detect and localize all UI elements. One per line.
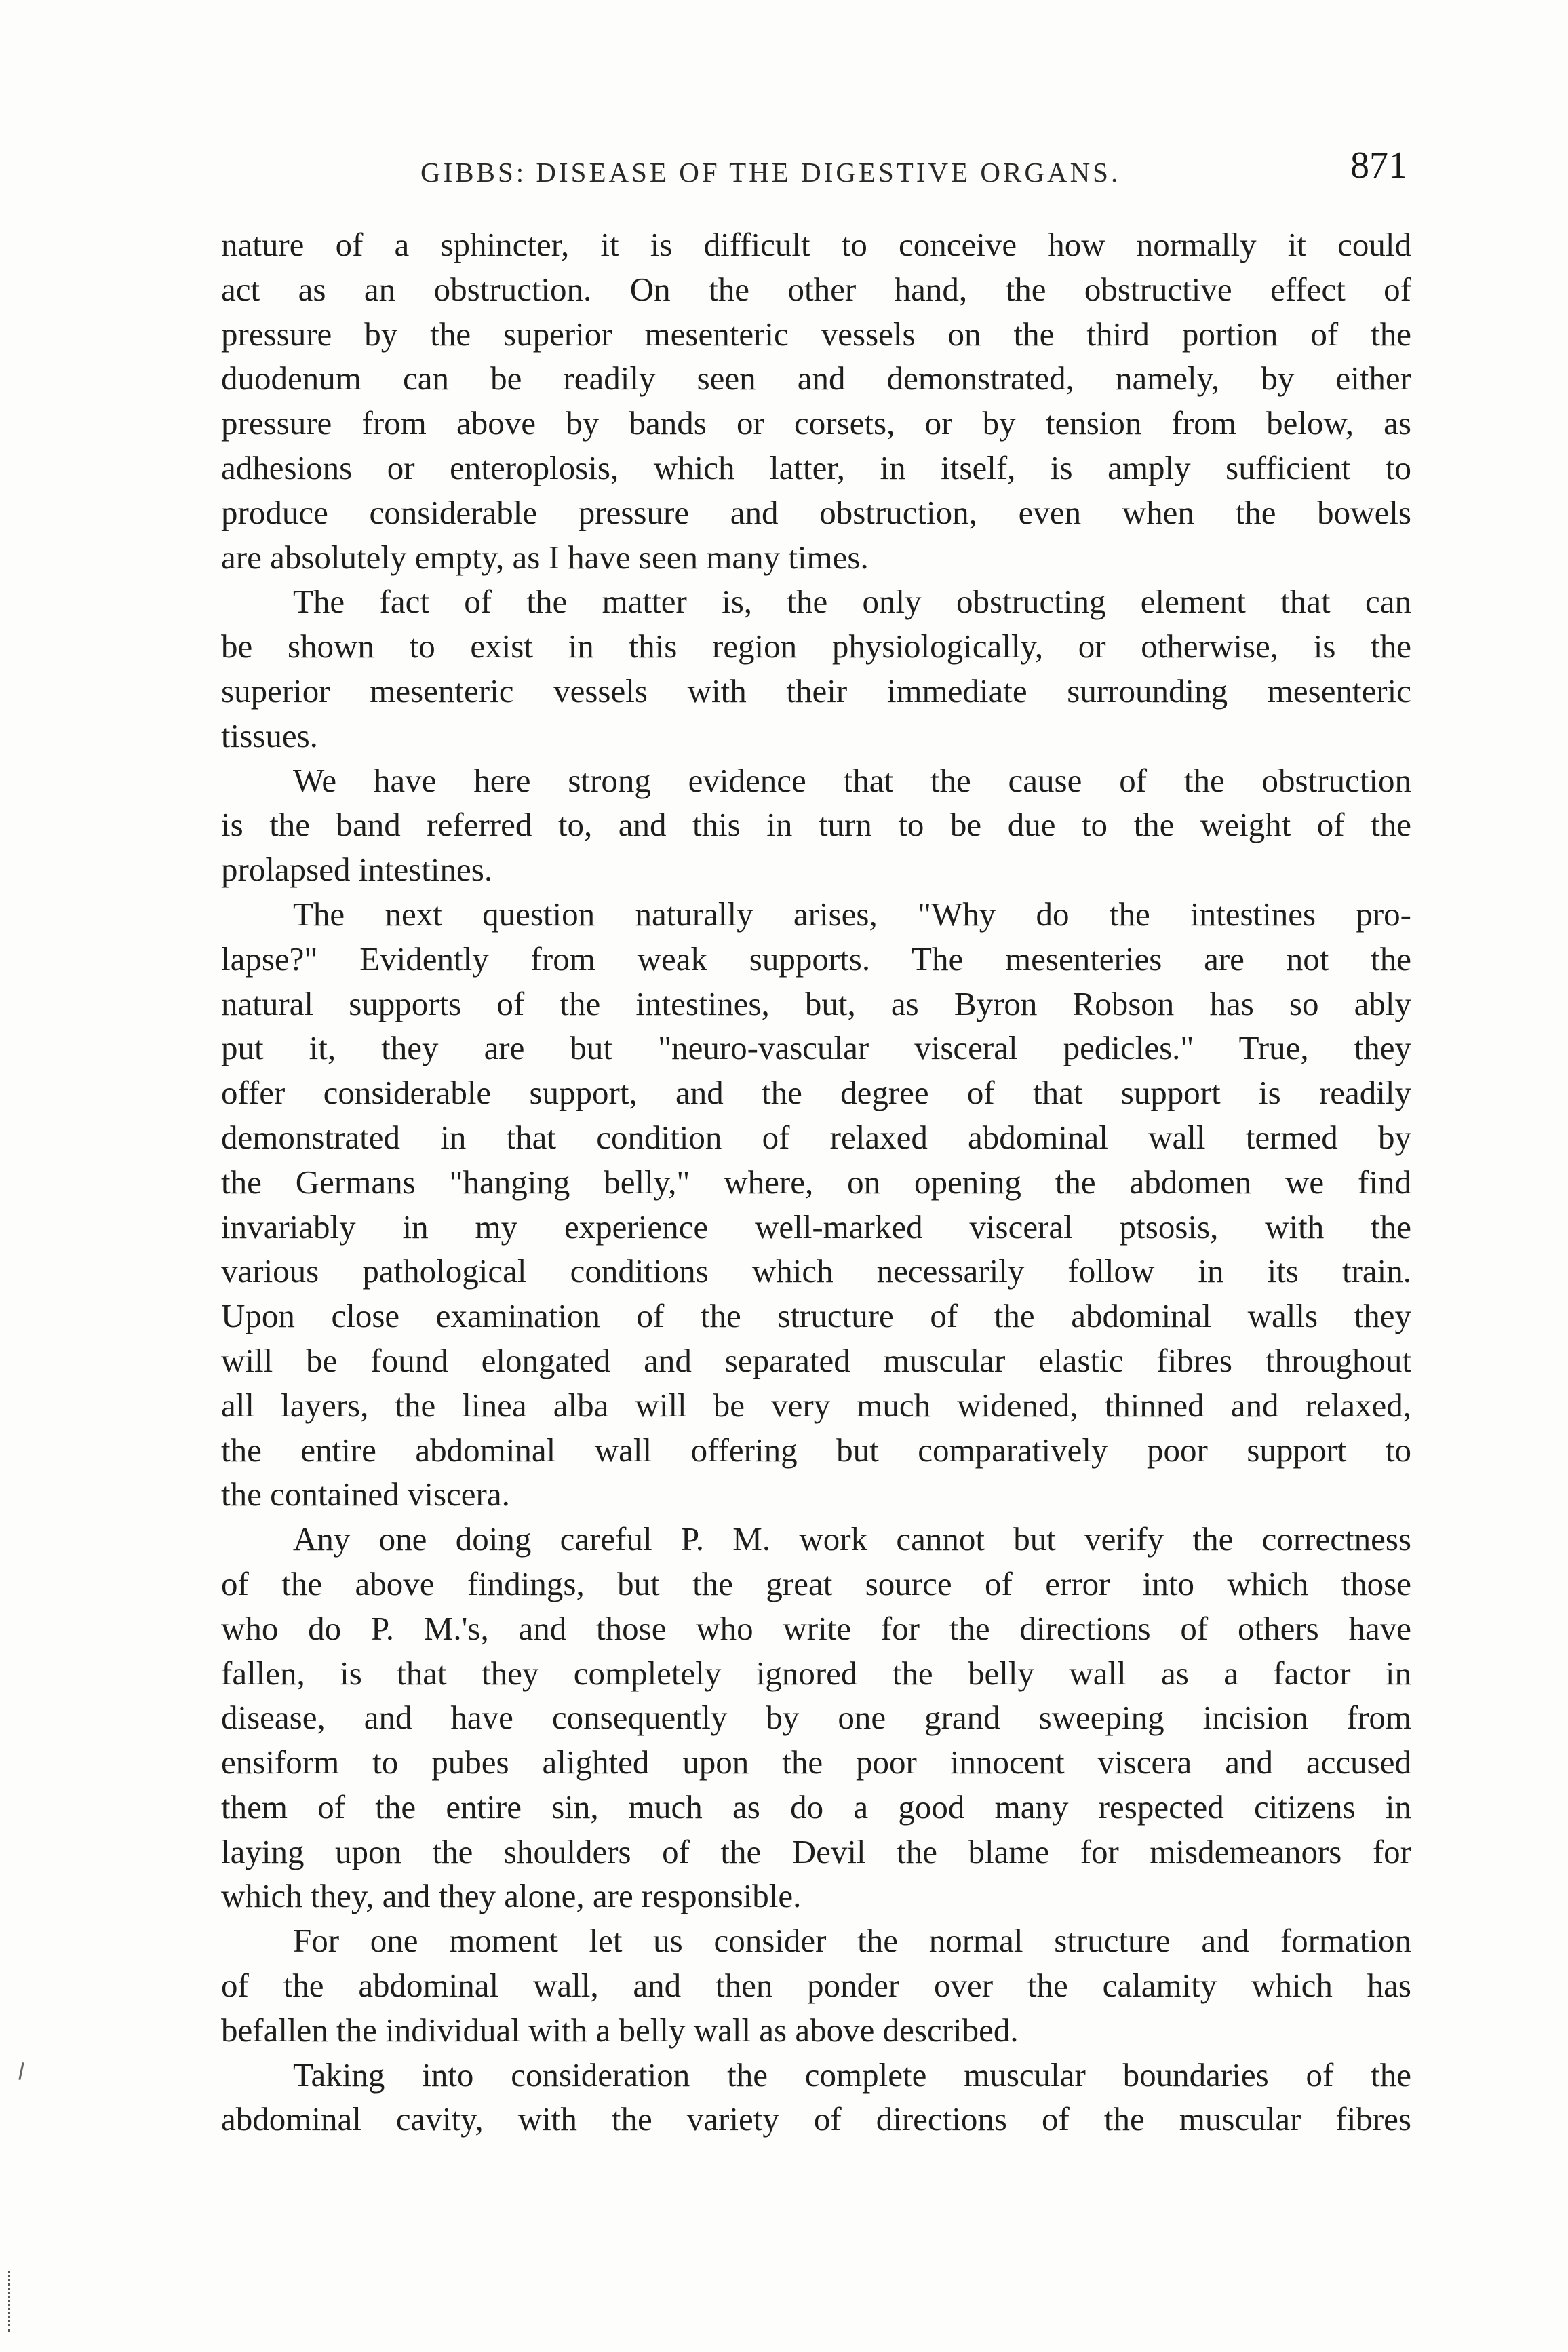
text-line: Taking into consideration the complete muscular boundaries of the bbox=[293, 2056, 1411, 2094]
stray-ink-mark bbox=[18, 2062, 24, 2080]
text-line: duodenum can be readily seen and demonstrated, namely, by either bbox=[221, 360, 1411, 398]
text-line: put it, they are but "neuro-vascular visceral pedicles." True, they bbox=[221, 1029, 1411, 1067]
text-line: various pathological conditions which necessarily follow in its train. bbox=[221, 1252, 1411, 1290]
paragraph bbox=[221, 2053, 1411, 2142]
text-line: them of the entire sin, much as do a good many respected citizens in bbox=[221, 1788, 1411, 1826]
text-line: Any one doing careful P. M. work cannot but verify the correctness bbox=[293, 1520, 1411, 1558]
text-line: will be found elongated and separated muscular elastic fibres throughout bbox=[221, 1341, 1411, 1379]
text-line: abdominal cavity, with the variety of directions of the muscular fibres bbox=[221, 2100, 1411, 2138]
text-line: The next question naturally arises, "Why do the intestines pro- bbox=[293, 895, 1411, 933]
text-line: natural supports of the intestines, but, as Byron Robson has so ably bbox=[221, 984, 1411, 1022]
paragraph bbox=[221, 758, 1411, 892]
text-line: the Germans "hanging belly," where, on opening the abdomen we find bbox=[221, 1163, 1411, 1201]
text-line: superior mesenteric vessels with their immediate surrounding mesenteric bbox=[221, 672, 1411, 710]
text-line: produce considerable pressure and obstruction, even when the bowels bbox=[221, 493, 1411, 531]
text-line: all layers, the linea alba will be very much widened, thinned and relaxed, bbox=[221, 1386, 1411, 1424]
page-number: 871 bbox=[1350, 144, 1407, 187]
text-line: Upon close examination of the structure of the abdominal walls they bbox=[221, 1297, 1411, 1335]
text-line: The fact of the matter is, the only obstructing element that can bbox=[293, 583, 1411, 621]
text-line: of the above findings, but the great source of error into which those bbox=[221, 1564, 1411, 1602]
text-line: prolapsed intestines. bbox=[221, 851, 493, 889]
text-line: tissues. bbox=[221, 716, 318, 754]
text-line: offer considerable support, and the degree of that support is readily bbox=[221, 1074, 1411, 1112]
paragraph bbox=[221, 223, 1411, 579]
text-line: the entire abdominal wall offering but comparatively poor support to bbox=[221, 1431, 1411, 1469]
text-line: the contained viscera. bbox=[221, 1476, 510, 1514]
paragraph bbox=[221, 579, 1411, 758]
text-line: nature of a sphincter, it is difficult to conceive how normally it could bbox=[221, 226, 1411, 263]
running-title: GIBBS: DISEASE OF THE DIGESTIVE ORGANS. bbox=[420, 157, 1121, 188]
text-line: ensiform to pubes alighted upon the poor innocent viscera and accused bbox=[221, 1743, 1411, 1781]
text-line: of the abdominal wall, and then ponder over the calamity which has bbox=[221, 1967, 1411, 2005]
binding-edge-mark bbox=[8, 2271, 14, 2332]
text-line: disease, and have consequently by one grand sweeping incision from bbox=[221, 1699, 1411, 1737]
text-line: who do P. M.'s, and those who write for the directions of others have bbox=[221, 1609, 1411, 1647]
text-line: lapse?" Evidently from weak supports. The mesenteries are not the bbox=[221, 940, 1411, 978]
body-text bbox=[221, 223, 1411, 2142]
text-line: For one moment let us consider the normal structure and formation bbox=[293, 1922, 1411, 1960]
text-line: are absolutely empty, as I have seen many times. bbox=[221, 538, 869, 576]
text-line: pressure from above by bands or corsets, or by tension from below, as bbox=[221, 404, 1411, 442]
text-line: is the band referred to, and this in turn to be due to the weight of the bbox=[221, 806, 1411, 844]
text-line: act as an obstruction. On the other hand, the obstructive effect of bbox=[221, 270, 1411, 308]
paragraph bbox=[221, 892, 1411, 1517]
text-line: befallen the individual with a belly wall as above described. bbox=[221, 2011, 1019, 2049]
paragraph bbox=[221, 1919, 1411, 2052]
running-head bbox=[217, 144, 1407, 191]
text-line: adhesions or enteroplosis, which latter, in itself, is amply sufficient to bbox=[221, 448, 1411, 486]
text-line: invariably in my experience well-marked visceral ptsosis, with the bbox=[221, 1208, 1411, 1246]
text-line: be shown to exist in this region physiologically, or otherwise, is the bbox=[221, 628, 1411, 666]
text-line: laying upon the shoulders of the Devil the blame for misdemeanors for bbox=[221, 1832, 1411, 1870]
paragraph bbox=[221, 1517, 1411, 1919]
text-line: which they, and they alone, are responsible. bbox=[221, 1877, 802, 1915]
text-line: pressure by the superior mesenteric vessels on the third portion of the bbox=[221, 315, 1411, 353]
text-line: We have here strong evidence that the cause of the obstruction bbox=[293, 761, 1411, 799]
text-line: fallen, is that they completely ignored the belly wall as a factor in bbox=[221, 1654, 1411, 1692]
text-line: demonstrated in that condition of relaxed abdominal wall termed by bbox=[221, 1118, 1411, 1156]
